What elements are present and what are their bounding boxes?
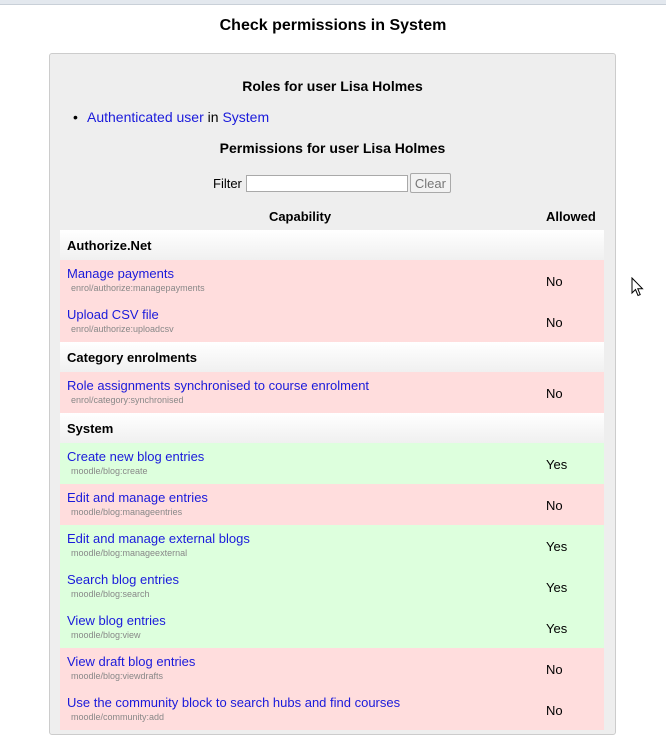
capability-name-link[interactable]: Search blog entries xyxy=(67,572,180,587)
bullet-icon: • xyxy=(73,109,78,125)
capability-name-link[interactable]: Use the community block to search hubs and find courses xyxy=(67,695,401,710)
permissions-panel xyxy=(49,53,616,735)
group-header xyxy=(60,342,604,372)
role-link[interactable]: Authenticated user xyxy=(87,109,204,125)
capability-code: moodle/blog:manageexternal xyxy=(71,548,188,558)
capability-row xyxy=(60,443,604,484)
capability-row xyxy=(60,689,604,730)
allowed-value: Yes xyxy=(546,580,568,595)
capability-row xyxy=(60,372,604,413)
group-header xyxy=(60,413,604,443)
capability-name-link[interactable]: View draft blog entries xyxy=(67,654,196,669)
capability-row xyxy=(60,648,604,689)
capabilities-table xyxy=(60,204,604,730)
group-name: System xyxy=(67,421,114,436)
table-header xyxy=(60,204,604,230)
capability-name-link[interactable]: Upload CSV file xyxy=(67,307,159,322)
group-name: Category enrolments xyxy=(67,350,198,365)
capability-name-link[interactable]: Role assignments synchronised to course enrolment xyxy=(67,378,370,393)
allowed-value: No xyxy=(546,703,563,718)
capability-row xyxy=(60,260,604,301)
allowed-value: Yes xyxy=(546,621,568,636)
allowed-value: No xyxy=(546,274,563,289)
context-link[interactable]: System xyxy=(222,109,270,125)
allowed-column-header: Allowed xyxy=(546,209,596,224)
capability-code: moodle/blog:viewdrafts xyxy=(71,671,164,681)
page-title: Check permissions in System xyxy=(219,17,447,34)
allowed-value: No xyxy=(546,315,563,330)
capability-name-link[interactable]: Edit and manage entries xyxy=(67,490,208,505)
allowed-value: No xyxy=(546,386,563,401)
capability-row xyxy=(60,566,604,607)
filter-input[interactable] xyxy=(246,175,408,192)
capability-code: moodle/community:add xyxy=(71,712,165,722)
capability-name-link[interactable]: Create new blog entries xyxy=(67,449,205,464)
capability-code: enrol/authorize:managepayments xyxy=(71,283,205,293)
allowed-value: Yes xyxy=(546,457,568,472)
role-context-sep: in xyxy=(207,109,219,125)
roles-heading: Roles for user Lisa Holmes xyxy=(242,78,423,94)
capability-name-link[interactable]: Manage payments xyxy=(67,266,174,281)
permissions-heading: Permissions for user Lisa Holmes xyxy=(219,140,446,156)
capability-row xyxy=(60,525,604,566)
capability-code: enrol/authorize:uploadcsv xyxy=(71,324,174,334)
mouse-pointer-icon xyxy=(631,277,645,297)
capability-row xyxy=(60,484,604,525)
capability-name-link[interactable]: Edit and manage external blogs xyxy=(67,531,250,546)
browser-top-edge xyxy=(0,0,666,5)
filter-row xyxy=(213,173,451,193)
capability-code: moodle/blog:manageentries xyxy=(71,507,183,517)
capability-code: enrol/category:synchronised xyxy=(71,395,184,405)
allowed-value: No xyxy=(546,662,563,677)
group-header xyxy=(60,230,604,260)
clear-button[interactable]: Clear xyxy=(410,173,451,193)
capability-code: moodle/blog:create xyxy=(71,466,148,476)
capability-code: moodle/blog:search xyxy=(71,589,150,599)
capability-row xyxy=(60,607,604,648)
allowed-value: Yes xyxy=(546,539,568,554)
capability-row xyxy=(60,301,604,342)
filter-label: Filter xyxy=(213,175,242,191)
allowed-value: No xyxy=(546,498,563,513)
capability-column-header: Capability xyxy=(268,209,332,224)
group-name: Authorize.Net xyxy=(67,238,152,253)
role-list xyxy=(73,109,269,125)
capability-name-link[interactable]: View blog entries xyxy=(67,613,166,628)
capability-code: moodle/blog:view xyxy=(71,630,141,640)
